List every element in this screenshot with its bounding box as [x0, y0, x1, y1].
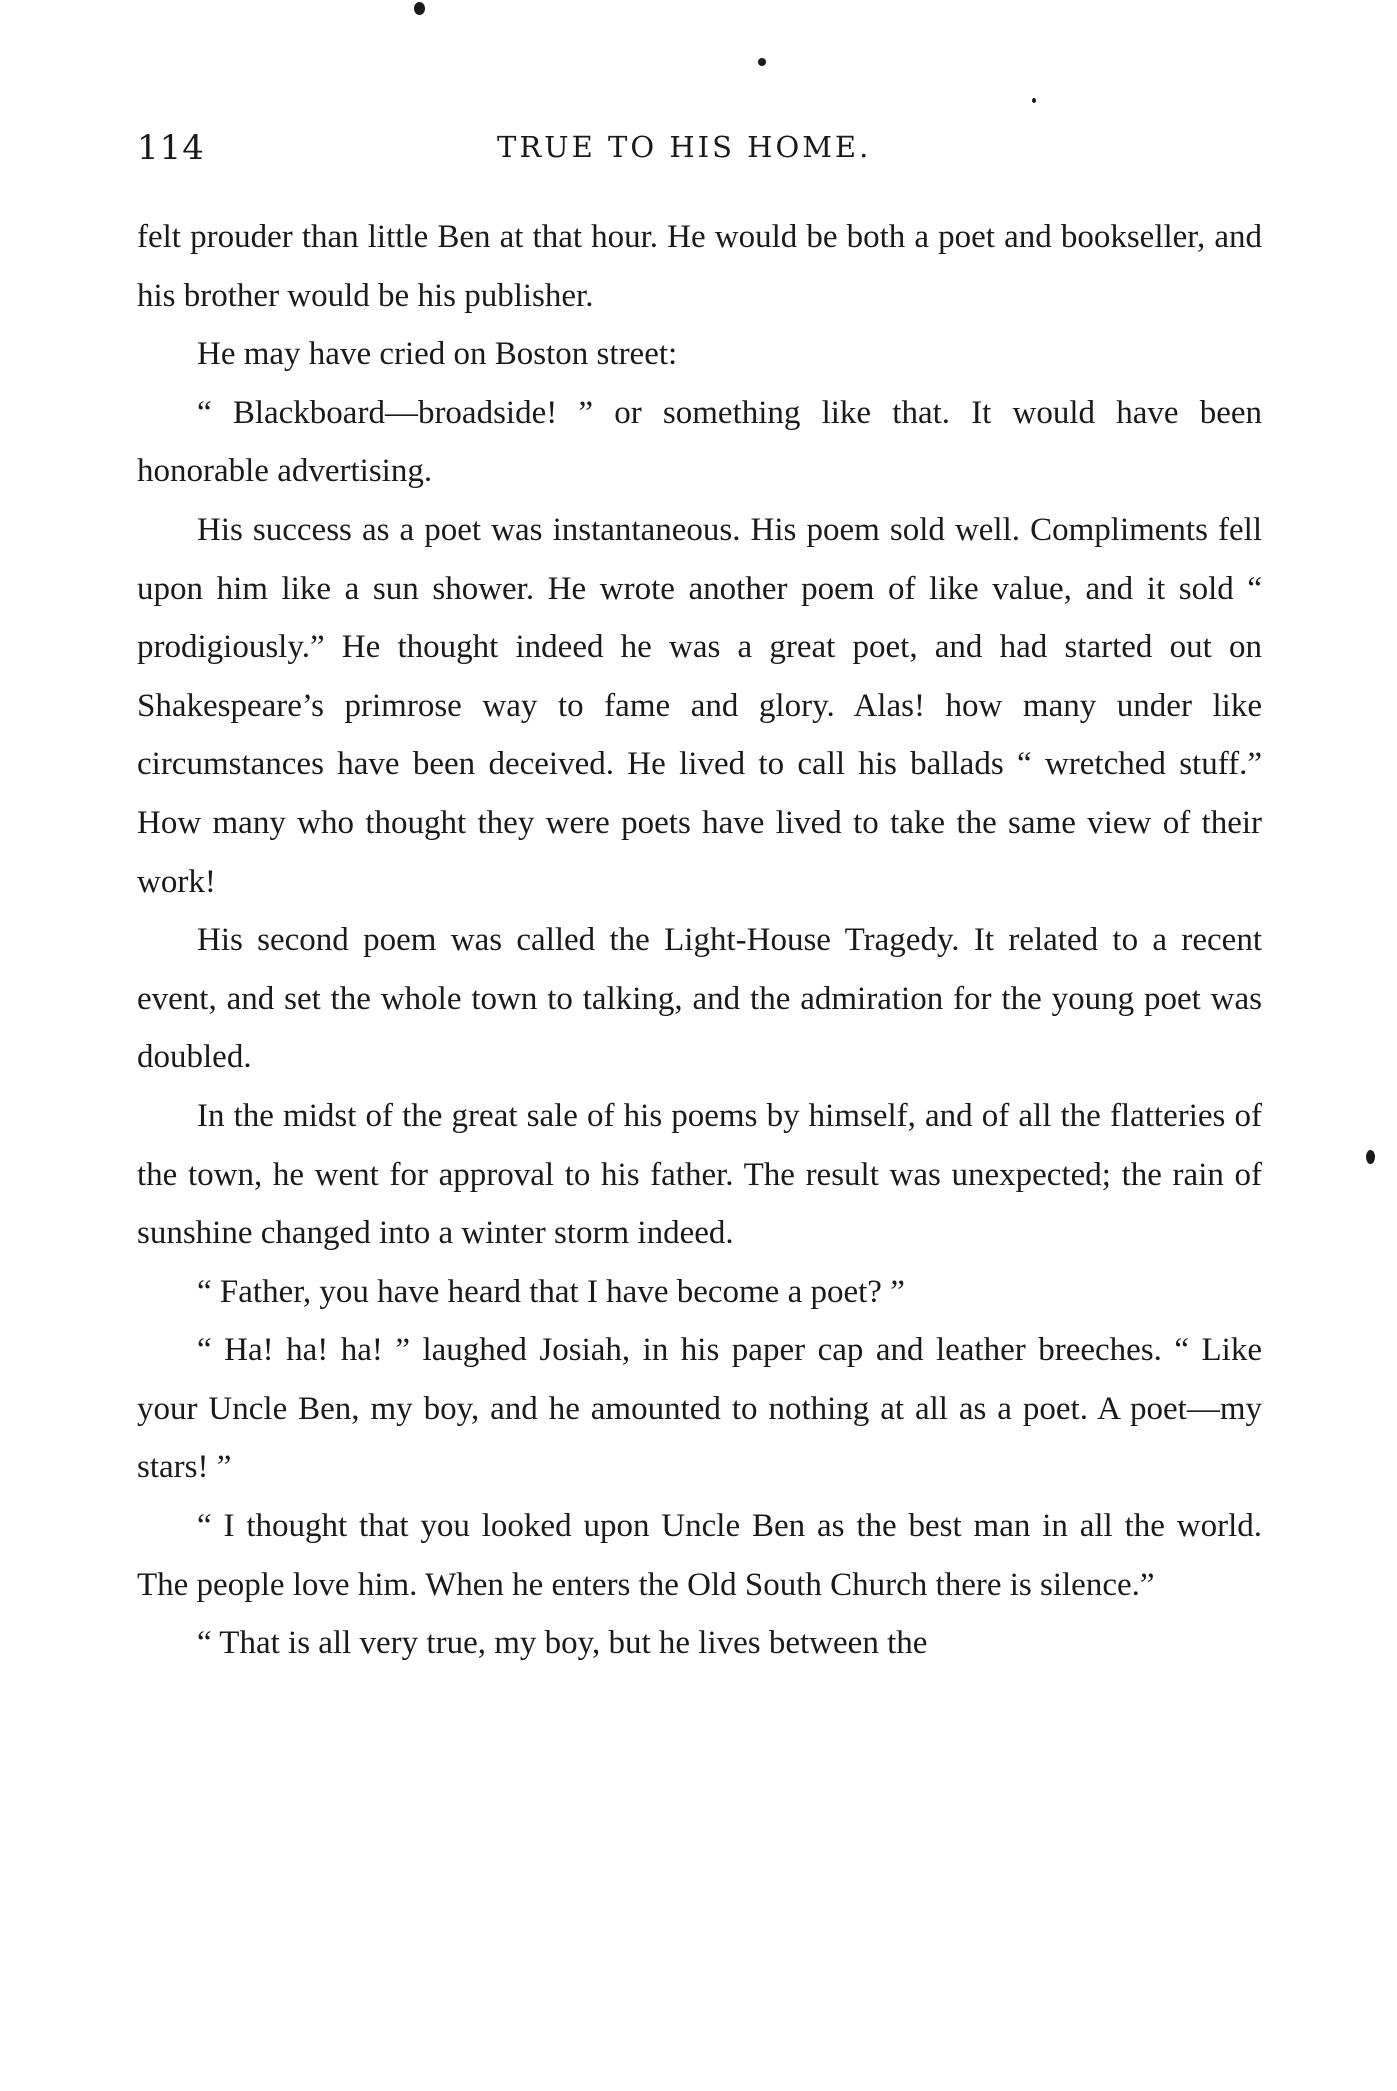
body-text: [137, 208, 1262, 1673]
paragraph: “ That is all very true, my boy, but he lives between the: [197, 1625, 928, 1662]
paragraph: felt prouder than little Ben at that hour. He would be both a poet and bookseller, and his brother would be his publisher.: [137, 219, 1262, 314]
ink-speck: [414, 2, 425, 15]
paragraph: “ Ha! ha! ha! ” laughed Josiah, in his paper cap and leather breeches. “ Like your Uncle Ben, my boy, and he amounted to nothing at all as a poet. A poet—my stars! ”: [137, 1332, 1262, 1486]
ink-speck: [1032, 98, 1036, 103]
ink-speck: [1366, 1150, 1375, 1164]
paragraph: “ Father, you have heard that I have become a poet? ”: [197, 1273, 905, 1310]
ink-speck: [758, 58, 766, 66]
page-number: 114: [137, 128, 205, 168]
paragraph: In the midst of the great sale of his poems by himself, and of all the flatteries of the town, he went for approval to his father. The result was unexpected; the rain of sunshine changed into a winter storm indeed.: [137, 1097, 1262, 1252]
paragraph: His second poem was called the Light-House Tragedy. It related to a recent event, and set the whole town to talking, and the admiration for the young poet was doubled.: [137, 922, 1262, 1076]
paragraph: He may have cried on Boston street:: [197, 336, 678, 373]
paragraph: His success as a poet was instantaneous. His poem sold well. Compliments fell upon him like a sun shower. He wrote another poem of like value, and it sold “ prodigiously.” He thought indeed he was a great poet, and had started out on Shakespeare’s primrose way to fame and glory. Alas! how many under like circumstances have been deceived. He lived to call his ballads “ wretched stuff.” How many who thought they were poets have lived to take the same view of their work!: [137, 511, 1262, 900]
paragraph: “ I thought that you looked upon Uncle Ben as the best man in all the world. The people love him. When he enters the Old South Church there is silence.”: [137, 1508, 1262, 1603]
running-title: TRUE TO HIS HOME.: [497, 130, 872, 164]
running-head: [137, 128, 1262, 172]
paragraph: “ Blackboard—broadside! ” or something like that. It would have been honorable advertising.: [137, 394, 1262, 490]
